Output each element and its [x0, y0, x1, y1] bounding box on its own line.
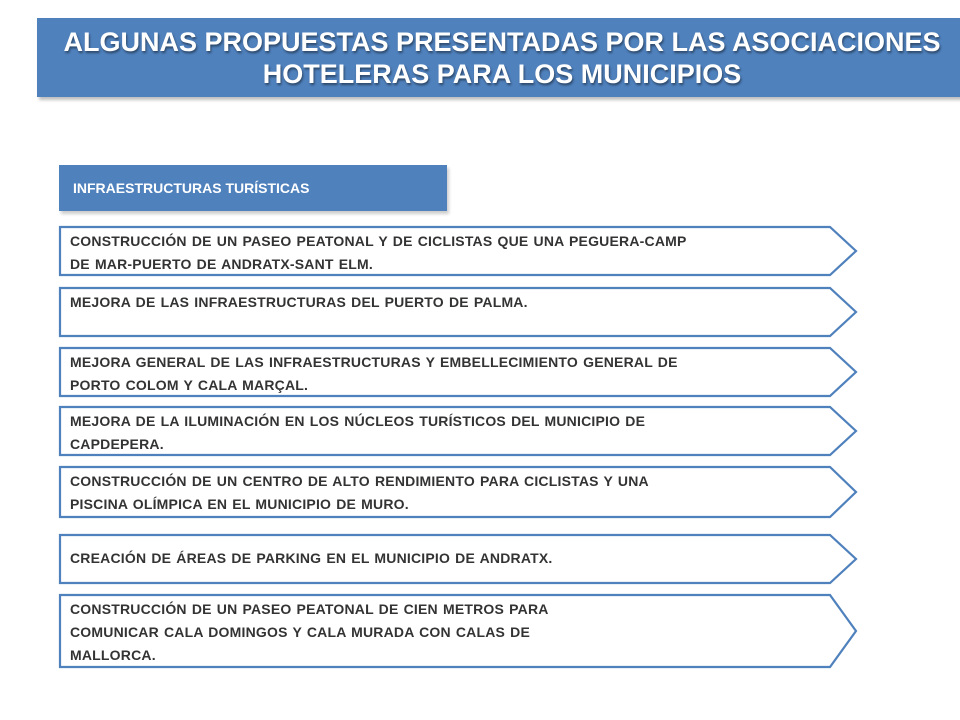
proposal-line: PISCINA OLÍMPICA EN EL MUNICIPIO DE MURO.: [70, 496, 409, 512]
proposal-line: MEJORA DE LA ILUMINACIÓN EN LOS NÚCLEOS TURÍSTICOS DEL MUNICIPIO DE: [70, 413, 646, 429]
proposal-item-text: [70, 547, 811, 570]
proposal-line: CONSTRUCCIÓN DE UN PASEO PEATONAL Y DE CICLISTAS QUE UNA PEGUERA-CAMP: [70, 233, 687, 249]
proposal-item-text: [70, 410, 811, 456]
proposal-line: MALLORCA.: [70, 647, 156, 663]
proposal-line: CAPDEPERA.: [70, 436, 164, 452]
proposal-item-7: [59, 594, 859, 668]
proposal-item-4: [59, 406, 859, 456]
proposal-item-text: [70, 470, 811, 516]
proposal-item-text: [70, 230, 811, 276]
slide-title-line-2: HOTELERAS PARA LOS MUNICIPIOS: [262, 58, 742, 89]
proposal-line: PORTO COLOM Y CALA MARÇAL.: [70, 377, 309, 393]
proposal-line: COMUNICAR CALA DOMINGOS Y CALA MURADA CON CALAS DE: [70, 624, 531, 640]
proposal-line: CONSTRUCCIÓN DE UN PASEO PEATONAL DE CIEN METROS PARA: [70, 601, 549, 617]
proposal-line: DE MAR-PUERTO DE ANDRATX-SANT ELM.: [70, 256, 373, 272]
proposal-item-5: [59, 466, 859, 518]
slide-title-bar: [37, 18, 960, 97]
proposal-line: MEJORA GENERAL DE LAS INFRAESTRUCTURAS Y EMBELLECIMIENTO GENERAL DE: [70, 354, 678, 370]
proposal-item-text: [70, 598, 811, 667]
proposal-item-6: [59, 534, 859, 584]
proposal-item-text: [70, 291, 811, 314]
slide-title: [37, 26, 960, 90]
proposal-item-3: [59, 347, 859, 397]
proposal-line: CREACIÓN DE ÁREAS DE PARKING EN EL MUNICIPIO DE ANDRATX.: [70, 550, 553, 566]
section-header: [59, 165, 447, 211]
proposal-line: CONSTRUCCIÓN DE UN CENTRO DE ALTO RENDIMIENTO PARA CICLISTAS Y UNA: [70, 473, 649, 489]
proposal-item-2: [59, 287, 859, 337]
proposal-item-1: [59, 226, 859, 276]
proposal-line: MEJORA DE LAS INFRAESTRUCTURAS DEL PUERTO DE PALMA.: [70, 294, 528, 310]
section-header-label: INFRAESTRUCTURAS TURÍSTICAS: [73, 180, 310, 196]
proposal-item-text: [70, 351, 811, 397]
slide-title-line-1: ALGUNAS PROPUESTAS PRESENTADAS POR LAS ASOCIACIONES: [63, 26, 941, 57]
